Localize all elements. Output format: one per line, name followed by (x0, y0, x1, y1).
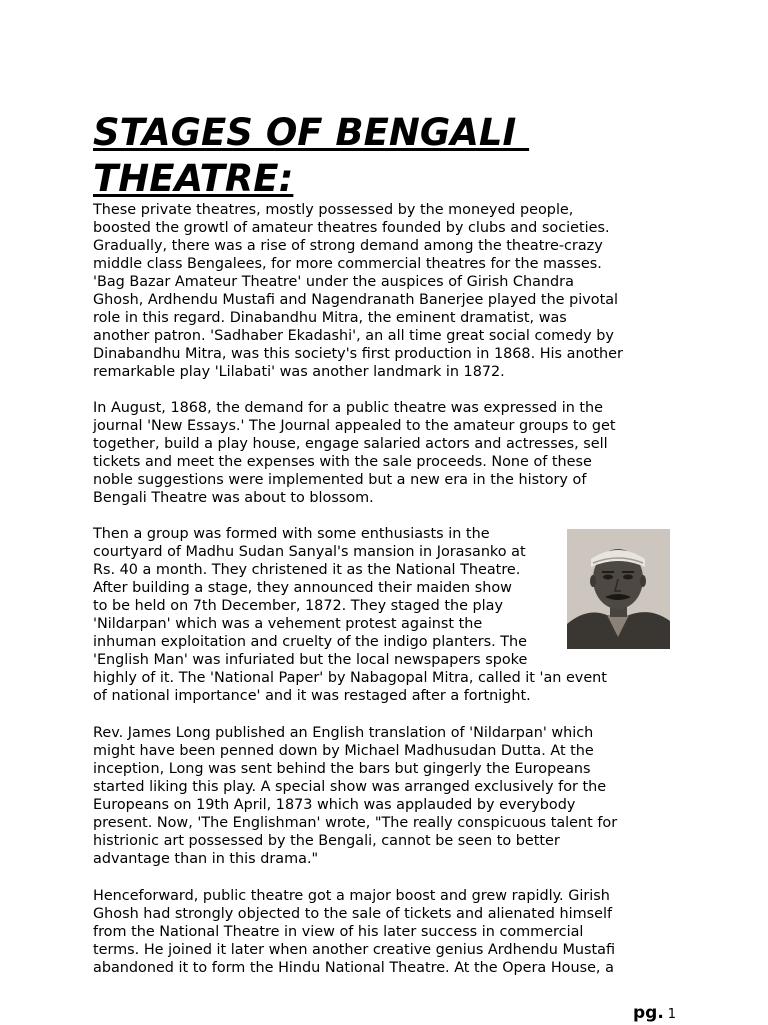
paragraph: Rev. James Long published an English translation of 'Nildarpan' which might have been penned down by Michael Madhusudan Dutta. At the inception, Long was sent behind the bars but gingerly the Europeans started liking this play. A special show was arranged exclusively for the Europeans on 19th April, 1873 which was applauded by everybody present. Now, 'The Englishman' wrote, "The really conspicuous talent for histrionic art possessed by the Bengali, cannot be seen to better advantage than in this drama." (93, 725, 618, 867)
paragraph: In August, 1868, the demand for a public theatre was expressed in the journal 'New Essays.' The Journal appealed to the amateur groups to get together, build a play house, engage salaried actors and actresses, sell tickets and meet the expenses with the sale proceeds. None of these noble suggestions were implemented but a new era in the history of Bengali Theatre was about to blossom. (93, 400, 616, 506)
portrait-illustration (567, 529, 670, 649)
page-number-value: 1 (667, 1007, 677, 1022)
page-title (93, 110, 693, 202)
title-line-2: THEATRE: (93, 157, 294, 200)
page-number (633, 1003, 676, 1025)
paragraph: Henceforward, public theatre got a major boost and grew rapidly. Girish Ghosh had strongly objected to the sale of tickets and alienated himself from the National Theatre in view of his later success in commercial terms. He joined it later when another creative genius Ardhendu Mustafi abandoned it to form the Hindu National Theatre. At the Opera House, a (93, 888, 616, 976)
page-label: pg. (633, 1003, 664, 1023)
title-line-1: STAGES OF BENGALI (93, 111, 530, 154)
portrait-photo (567, 529, 670, 649)
paragraph: Then a group was formed with some enthusiasts in the courtyard of Madhu Sudan Sanyal's mansion in Jorasanko at Rs. 40 a month. They christened it as the National Theatre. After building a stage, they announced their maiden show to be held on 7th December, 1872. They staged the play 'Nildarpan' which was a vehement protest against the inhuman exploitation and cruelty of the indigo planters. The 'English Man' was infuriated but the local newspapers spoke highly of it. The 'National Paper' by Nabagopal Mitra, called it 'an event of national importance' and it was restaged after a fortnight. (93, 526, 607, 704)
paragraph: These private theatres, mostly possessed by the moneyed people, boosted the growtl of amateur theatres founded by clubs and societies. Gradually, there was a rise of strong demand among the theatre-crazy middle class Bengalees, for more commercial theatres for the masses. 'Bag Bazar Amateur Theatre' under the auspices of Girish Chandra Ghosh, Ardhendu Mustafi and Nagendranath Banerjee played the pivotal role in this regard. Dinabandhu Mitra, the eminent dramatist, was another patron. 'Sadhaber Ekadashi', an all time great social comedy by Dinabandhu Mitra, was this society's first production in 1868. His another remarkable play 'Lilabati' was another landmark in 1872. (93, 202, 623, 380)
